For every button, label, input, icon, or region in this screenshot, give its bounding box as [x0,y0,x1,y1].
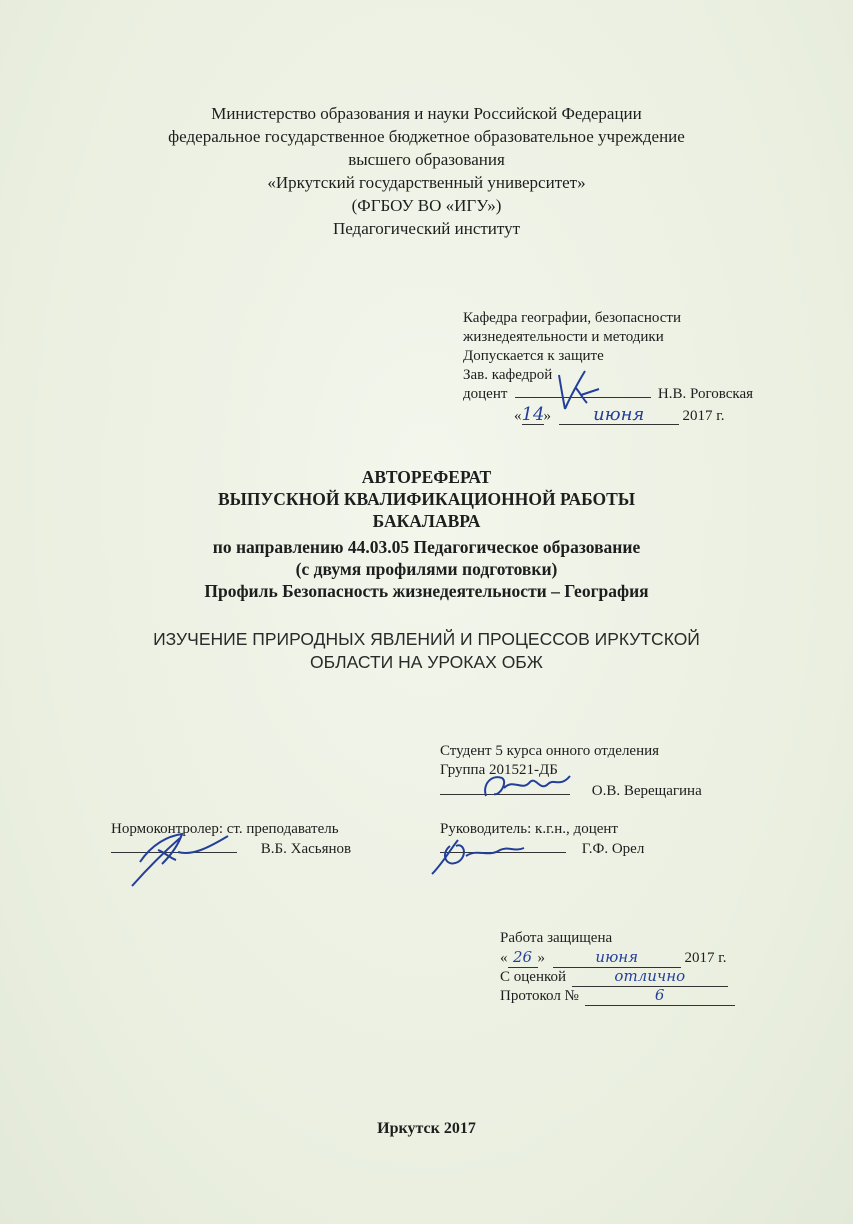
protocol-row [500,986,735,1006]
admission-line: Допускается к защите [463,348,604,364]
city-year: Иркутск 2017 [377,1120,476,1137]
supervisor-signature [428,828,538,878]
institution-type-line: федеральное государственное бюджетное образовательное учреждение [168,127,685,146]
docent-label: доцент [463,386,508,402]
head-of-department-label: Зав. кафедрой [463,367,553,383]
profiles-line: (с двумя профилями подготовки) [295,559,558,579]
topic-line-2: ОБЛАСТИ НА УРОКАХ ОБЖ [310,652,543,672]
education-level-line: высшего образования [348,150,505,169]
student-group: Группа 201521-ДБ [440,762,558,778]
defense-month: июня [553,948,681,968]
university-abbrev: (ФГБОУ ВО «ИГУ») [351,196,502,215]
student-name: О.В. Верещагина [591,783,702,799]
normcontrol-label: Нормоконтролер: ст. преподаватель [111,821,339,837]
grade-value: отлично [572,967,728,987]
normcontrol-name: В.Б. Хасьянов [260,841,352,857]
defense-year: 2017 г. [684,950,727,966]
head-signature-row [463,385,753,404]
defense-label: Работа защищена [500,930,613,946]
student-signature [478,766,588,806]
grade-row [500,967,728,987]
quote-close: » [537,950,545,966]
quote-close: » [543,408,551,424]
supervisor-name: Г.Ф. Орел [581,841,645,857]
institute-name: Педагогический институт [332,219,521,238]
normcontrol-signature [118,822,238,892]
grade-label: С оценкой [500,969,567,985]
quote-open: « [500,950,508,966]
profile-name-line: Профиль Безопасность жизнедеятельности – География [204,581,649,601]
department-line-2: жизнедеятельности и методики [463,329,664,345]
approval-year: 2017 г. [682,408,725,424]
work-type-title: ВЫПУСКНОЙ КВАЛИФИКАЦИОННОЙ РАБОТЫ [217,489,636,509]
ministry-line: Министерство образования и науки Российской Федерации [211,104,642,123]
topic-line-1: ИЗУЧЕНИЕ ПРИРОДНЫХ ЯВЛЕНИЙ И ПРОЦЕССОВ ИРКУТСКОЙ [153,629,700,649]
protocol-number: 6 [585,986,735,1006]
department-line-1: Кафедра географии, безопасности [463,310,681,326]
approval-day: 14 [521,404,545,425]
direction-line: по направлению 44.03.05 Педагогическое образование [212,537,641,557]
degree-title: БАКАЛАВРА [372,511,481,531]
university-name: «Иркутский государственный университет» [267,173,586,192]
defense-day: 26 [508,948,538,968]
protocol-label: Протокол № [500,988,579,1004]
supervisor-label: Руководитель: к.г.н., доцент [440,821,618,837]
student-course: Студент 5 курса онного отделения [440,743,660,759]
doc-type-title: АВТОРЕФЕРАТ [361,467,492,487]
defense-date-row [500,948,726,968]
head-signature [545,365,605,415]
approval-month: июня [559,405,679,425]
head-name: Н.В. Роговская [657,386,754,402]
quote-open: « [514,408,522,424]
